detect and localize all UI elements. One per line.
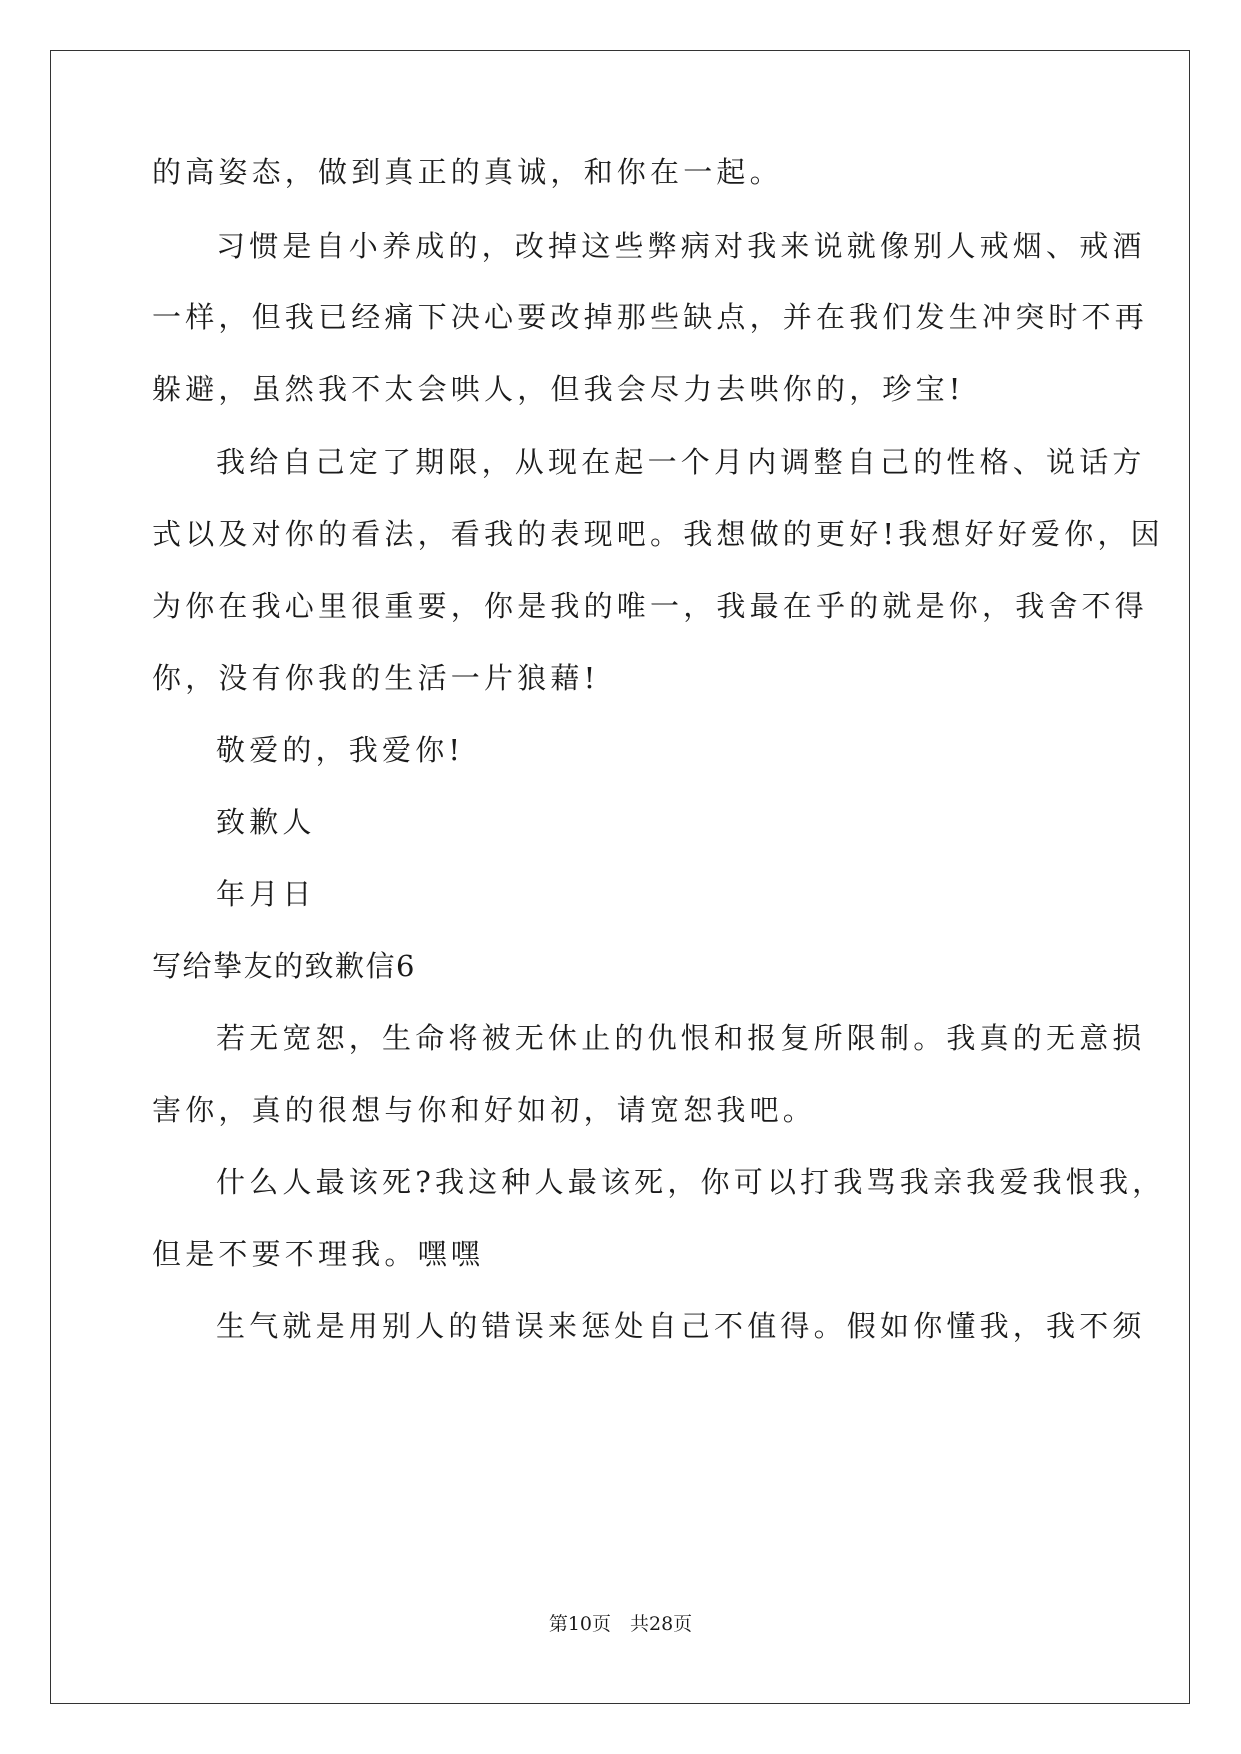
paragraph-line: 你，没有你我的生活一片狼藉! bbox=[152, 661, 600, 695]
paragraph-line: 式以及对你的看法，看我的表现吧。我想做的更好!我想好好爱你，因 bbox=[152, 517, 1164, 551]
section-heading: 写给挚友的致歉信6 bbox=[152, 949, 416, 983]
paragraph-line: 若无宽恕，生命将被无休止的仇恨和报复所限制。我真的无意损 bbox=[216, 1021, 1146, 1055]
signature-line: 致歉人 bbox=[216, 805, 316, 839]
paragraph-line: 什么人最该死?我这种人最该死，你可以打我骂我亲我爱我恨我， bbox=[216, 1165, 1166, 1199]
date-line: 年月日 bbox=[216, 877, 316, 911]
paragraph-line: 敬爱的，我爱你! bbox=[216, 733, 465, 767]
paragraph-line: 一样，但我已经痛下决心要改掉那些缺点，并在我们发生冲突时不再 bbox=[152, 300, 1149, 334]
paragraph-line: 害你，真的很想与你和好如初，请宽恕我吧。 bbox=[152, 1093, 817, 1127]
paragraph-line: 习惯是自小养成的，改掉这些弊病对我来说就像别人戒烟、戒酒 bbox=[216, 229, 1146, 263]
page-number-footer: 第10页 共28页 bbox=[548, 1613, 693, 1635]
paragraph-line: 躲避，虽然我不太会哄人，但我会尽力去哄你的，珍宝! bbox=[152, 372, 965, 406]
paragraph-line: 我给自己定了期限，从现在起一个月内调整自己的性格、说话方 bbox=[216, 445, 1146, 479]
paragraph-line: 为你在我心里很重要，你是我的唯一，我最在乎的就是你，我舍不得 bbox=[152, 589, 1149, 623]
paragraph-line: 生气就是用别人的错误来惩处自己不值得。假如你懂我，我不须 bbox=[216, 1309, 1146, 1343]
paragraph-line: 但是不要不理我。嘿嘿 bbox=[152, 1237, 485, 1271]
paragraph-line: 的高姿态，做到真正的真诚，和你在一起。 bbox=[152, 155, 783, 189]
